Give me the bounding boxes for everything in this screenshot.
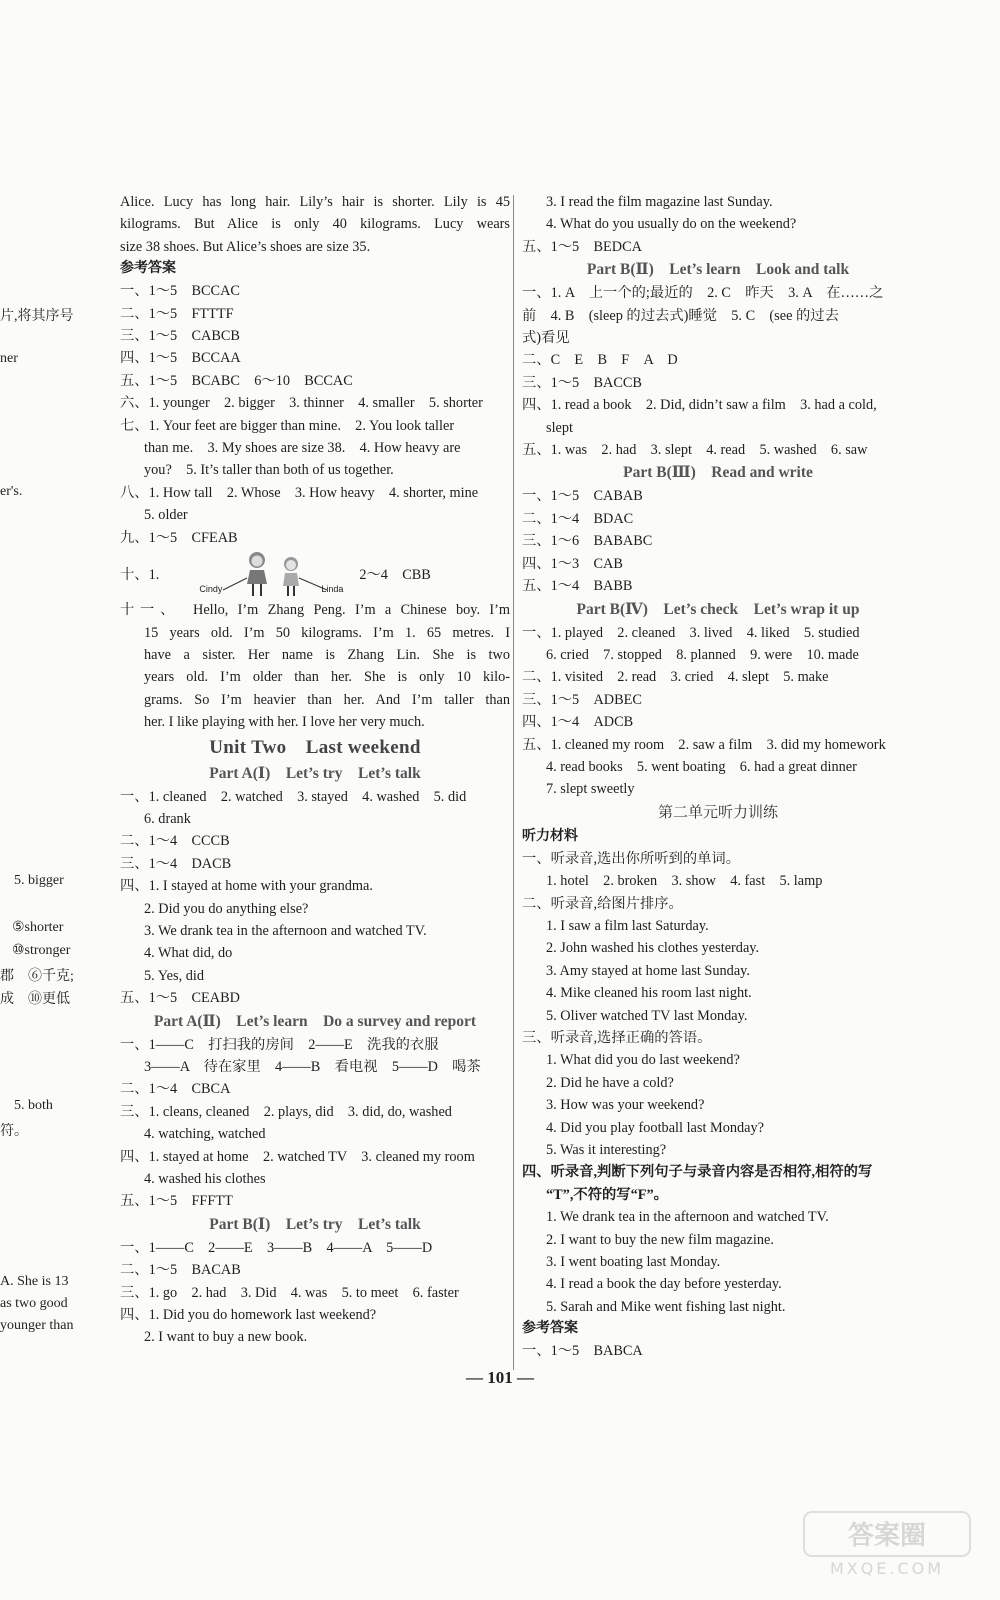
answer-line: 一、1——C 打扫我的房间 2——E 洗我的衣服 [120,1036,439,1053]
answer-line: 3. I read the film magazine last Sunday. [546,194,773,210]
two-girls-figure [195,550,355,598]
answer-line: 四、1. I stayed at home with your grandma. [120,878,373,895]
passage-line: 15 years old. I’m 50 kilograms. I’m 1. 65 metres. I [144,624,510,641]
listening-line: 5. Sarah and Mike went fishing last night. [546,1298,786,1315]
unit-title: Unit Two Last weekend [209,736,421,758]
margin-fragment: 5. both [14,1098,53,1113]
figure-prefix: 十、1. [120,567,160,584]
answer-line: 五、1～5 FFFTT [120,1193,233,1210]
answer-line: 四、1. read a book 2. Did, didn’t saw a film 3. had a cold, [522,397,877,414]
margin-fragment: er's. [0,484,23,499]
listening-line: 1. I saw a film last Saturday. [546,917,709,934]
answer-line: 7. slept sweetly [546,781,635,798]
watermark-url: MXQE.COM [829,1559,945,1578]
answer-line: 三、1. go 2. had 3. Did 4. was 5. to meet 6. faster [120,1284,459,1301]
answer-title: 参考答案 [522,1321,578,1337]
answer-line: 2. I want to buy a new book. [144,1329,308,1346]
figure-answer-line [120,549,510,599]
figure-name-cindy: Cindy [199,584,223,595]
page-number: — 101 — [466,1368,534,1387]
answer-line: 四、1. Did you do homework last weekend? [120,1307,377,1324]
listening-line: 三、听录音,选择正确的答语。 [522,1030,712,1046]
answer-line: 2. Did you do anything else? [144,900,309,917]
answer-line: 五、1～5 BCABC 6～10 BCCAC [120,372,353,389]
left-column [120,191,510,1349]
margin-fragment: A. She is 13 [0,1274,69,1289]
answer-line: 二、1～5 BACAB [120,1262,241,1279]
margin-fragment: as two good [0,1296,68,1311]
answer-line: 5. older [144,507,188,524]
listening-line: 3. How was your weekend? [546,1097,705,1114]
answer-line: 三、1～6 BABABC [522,533,653,550]
answer-line: 四、1～5 BCCAA [120,350,241,367]
intro-line: Alice. Lucy has long hair. Lily’s hair is shorter. Lily is 45 [120,194,510,210]
listening-line: 3. Amy stayed at home last Sunday. [546,962,750,979]
answer-line: 三、1. cleans, cleaned 2. plays, did 3. did, do, washed [120,1103,452,1120]
margin-fragment: younger than [0,1318,74,1333]
answer-line: 二、1～5 FTTTF [120,305,234,322]
watermark-text: 答案圈 [847,1521,927,1551]
margin-fragment: 5. bigger [14,873,64,888]
answer-line: 6. drank [144,810,191,827]
answer-line: 4. read books 5. went boating 6. had a great dinner [546,758,857,775]
part-heading: Part B(Ⅲ) Read and write [623,464,813,482]
answer-line: than me. 3. My shoes are size 38. 4. How heavy are [144,440,461,457]
answer-line: 二、1～4 CBCA [120,1081,231,1098]
answer-line: 三、1～5 ADBEC [522,691,642,708]
listening-line: 1. hotel 2. broken 3. show 4. fast 5. lamp [546,873,823,890]
answer-line: 一、1. played 2. cleaned 3. lived 4. liked 5. studied [522,624,860,641]
answer-line: 九、1～5 CFEAB [120,529,238,546]
answer-line: 3——A 待在家里 4——B 看电视 5——D 喝茶 [144,1059,481,1075]
answer-line: 4. washed his clothes [144,1171,266,1188]
margin-fragment: 郡 ⑥千克; [0,969,74,984]
answer-line: 一、1～5 BABCA [522,1343,643,1360]
listening-title: 第二单元听力训练 [657,804,778,821]
intro-line: kilograms. But Alice is only 40 kilograms. Lucy wears [120,216,510,233]
listening-line: 2. John washed his clothes yesterday. [546,940,760,957]
listening-line: 2. I want to buy the new film magazine. [546,1231,774,1248]
margin-fragment: ⑩stronger [12,943,71,958]
column-divider [513,195,514,1370]
answer-line: 五、1～5 BEDCA [522,238,642,255]
material-title: 听力材料 [522,828,578,844]
watermark-logo [802,1510,972,1580]
answer-line: slept [546,419,574,436]
answer-line: 一、1. cleaned 2. watched 3. stayed 4. washed 5. did [120,788,467,805]
answer-line: 六、1. younger 2. bigger 3. thinner 4. smaller 5. shorter [120,395,483,412]
answer-title: 参考答案 [120,261,176,277]
answer-line: 3. We drank tea in the afternoon and watched TV. [144,922,427,939]
part-heading: Part B(Ⅱ) Let’s learn Look and talk [586,261,850,279]
answer-line: 一、1——C 2——E 3——B 4——A 5——D [120,1239,433,1256]
part-heading: Part A(Ⅰ) Let’s try Let’s talk [209,764,421,782]
intro-line: size 38 shoes. But Alice’s shoes are size 35. [120,238,371,255]
answer-line: 4. What did, do [144,945,233,962]
answer-line: 五、1. cleaned my room 2. saw a film 3. did my homework [522,736,886,753]
answer-line: 6. cried 7. stopped 8. planned 9. were 10. made [546,646,859,663]
passage-line: years old. I’m older than her. She is only 10 kilo- [144,669,510,686]
answer-line: 三、1～5 BACCB [522,374,642,391]
answer-line: 八、1. How tall 2. Whose 3. How heavy 4. shorter, mine [120,484,479,501]
listening-line: 2. Did he have a cold? [546,1074,674,1091]
listening-line: 1. What did you do last weekend? [546,1052,740,1069]
answer-line: 前 4. B (sleep 的过去式)睡觉 5. C (see 的过去 [522,307,839,324]
answer-line: 三、1～5 CABCB [120,328,240,345]
answer-line: 二、C E B F A D [522,352,678,369]
answer-line: 4. watching, watched [144,1126,266,1143]
listening-line: 5. Oliver watched TV last Monday. [546,1007,748,1024]
listening-line: 4. Mike cleaned his room last night. [546,985,752,1002]
part-heading: Part A(Ⅱ) Let’s learn Do a survey and report [153,1012,477,1030]
answer-line: 一、1～5 BCCAC [120,283,240,300]
listening-line: “T”,不符的写“F”。 [546,1186,668,1203]
answer-line: you? 5. It’s taller than both of us together. [144,462,394,479]
listening-line: 二、听录音,给图片排序。 [522,895,683,912]
listening-line: 5. Was it interesting? [546,1142,667,1159]
listening-line: 4. I read a book the day before yesterday. [546,1276,782,1293]
answer-line: 一、1～5 CABAB [522,488,643,505]
margin-fragment: 成 ⑩更低 [0,992,70,1007]
answer-line: 4. What do you usually do on the weekend? [546,216,797,233]
margin-fragment: 片,将其序号 [0,309,74,324]
figure-suffix: 2～4 CBB [359,567,431,584]
answer-line: 式)看见 [522,330,570,347]
margin-fragment: 符。 [0,1124,28,1139]
passage-line: her. I like playing with her. I love her very much. [144,714,425,731]
answer-line: 五、1. was 2. had 3. slept 4. read 5. washed 6. saw [522,442,868,459]
listening-line: 3. I went boating last Monday. [546,1254,721,1271]
passage-line: grams. So I’m heavier than her. And I’m taller than [144,691,510,708]
listening-line: 4. Did you play football last Monday? [546,1119,764,1136]
part-heading: Part B(Ⅰ) Let’s try Let’s talk [209,1215,421,1233]
answer-line: 四、1～4 ADCB [522,714,634,731]
answer-line: 五、1～4 BABB [522,578,633,595]
watermark-icon [802,1510,972,1580]
answer-line: 四、1～3 CAB [522,555,623,572]
passage-line: have a sister. Her name is Zhang Lin. She is two [144,646,510,663]
margin-fragment: ner [0,351,18,366]
answer-line: 二、1～4 BDAC [522,510,634,527]
figure-name-linda: Linda [321,584,344,595]
answer-line: 四、1. stayed at home 2. watched TV 3. cleaned my room [120,1148,475,1165]
answer-line: 二、1～4 CCCB [120,833,230,850]
listening-line: 1. We drank tea in the afternoon and watched TV. [546,1209,829,1226]
margin-fragment: ⑤shorter [12,920,64,935]
answer-line: 三、1～4 DACB [120,855,232,872]
answer-line: 五、1～5 CEABD [120,990,240,1007]
passage-line: 十一、 Hello, I’m Zhang Peng. I’m a Chinese boy. I’m [120,602,510,619]
answer-line: 一、1. A 上一个的;最近的 2. C 昨天 3. A 在……之 [522,285,884,302]
answer-line: 七、1. Your feet are bigger than mine. 2. You look taller [120,417,455,434]
part-heading: Part B(Ⅳ) Let’s check Let’s wrap it up [576,600,860,618]
answer-line: 二、1. visited 2. read 3. cried 4. slept 5. make [522,669,829,686]
right-column [522,191,914,1363]
answer-line: 5. Yes, did [144,967,204,984]
listening-line: 四、听录音,判断下列句子与录音内容是否相符,相符的写 [522,1164,873,1181]
listening-line: 一、听录音,选出你所听到的单词。 [522,850,741,867]
